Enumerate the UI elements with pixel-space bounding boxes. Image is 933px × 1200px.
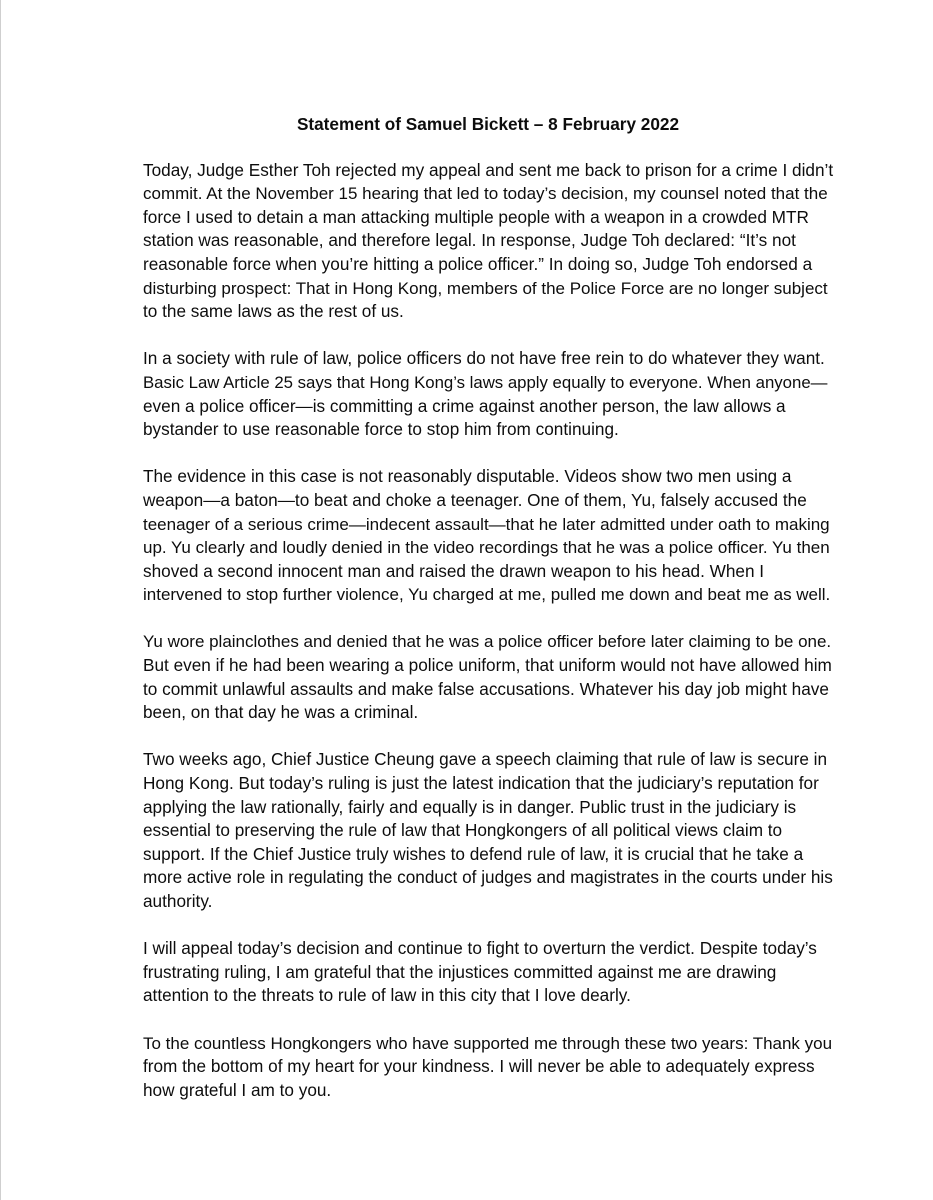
text-line: Two weeks ago, Chief Justice Cheung gave a speech claiming that rule of law is secure in [143,749,828,770]
text-line: teenager of a serious crime—indecent assault—that he later admitted under oath to making [143,514,830,534]
text-line: station was reasonable, and therefore legal. In response, Judge Toh declared: “It’s not [143,230,796,251]
text-line: to commit unlawful assaults and make false accusations. Whatever his day job might have [143,678,829,699]
text-line: Today, Judge Esther Toh rejected my appeal and sent me back to prison for a crime I didn’t [143,159,834,180]
text-line: commit. At the November 15 hearing that led to today’s decision, my counsel noted that the [143,184,828,204]
text-line: intervened to stop further violence, Yu charged at me, pulled me down and beat me as well. [143,585,831,605]
text-line: Basic Law Article 25 says that Hong Kong’s laws apply equally to everyone. When anyone— [143,372,828,392]
text-line: bystander to use reasonable force to stop him from continuing. [143,419,619,440]
text-line: force I used to detain a man attacking multiple people with a weapon in a crowded MTR [143,206,809,227]
text-line: how grateful I am to you. [143,1079,332,1100]
paragraph-7 [143,1032,833,1103]
text-line: But even if he had been wearing a police uniform, that uniform would not have allowed him [143,655,832,676]
text-line: I will appeal today’s decision and continue to fight to overturn the verdict. Despite today’s [143,938,817,959]
text-line: authority. [143,891,213,911]
text-line: attention to the threats to rule of law in this city that I love dearly. [143,985,631,1006]
paragraph-1 [143,159,833,324]
text-line: disturbing prospect: That in Hong Kong, members of the Police Force are no longer subject [143,278,828,298]
text-line: support. If the Chief Justice truly wishes to defend rule of law, it is crucial that he take a [143,843,804,864]
paragraph-3 [143,465,833,607]
text-line: Yu wore plainclothes and denied that he was a police officer before later claiming to be one. [143,632,832,652]
text-line: shoved a second innocent man and raised the drawn weapon to his head. When I [143,560,765,581]
text-line: to the same laws as the rest of us. [143,301,404,322]
text-line: In a society with rule of law, police officers do not have free rein to do whatever they want. [143,348,825,369]
text-line: even a police officer—is committing a crime against another person, the law allows a [143,395,786,416]
text-line: weapon—a baton—to beat and choke a teenager. One of them, Yu, falsely accused the [143,489,807,510]
text-line: up. Yu clearly and loudly denied in the video recordings that he was a police officer. Yu then [143,538,830,558]
text-line: To the countless Hongkongers who have supported me through these two years: Thank you [143,1033,833,1053]
text-line: Hong Kong. But today’s ruling is just the latest indication that the judiciary’s reputation for [143,773,819,794]
text-line: from the bottom of my heart for your kindness. I will never be able to adequately express [143,1056,815,1077]
paragraph-2 [143,347,833,441]
paragraph-4 [143,630,833,724]
document-title: Statement of Samuel Bickett – 8 February 2022 [296,114,680,134]
text-line: The evidence in this case is not reasonably disputable. Videos show two men using a [143,466,792,487]
text-line: been, on that day he was a criminal. [143,702,419,723]
text-line: applying the law rationally, fairly and equally is in danger. Public trust in the judiciary is [143,796,797,817]
text-line: reasonable force when you’re hitting a police officer.” In doing so, Judge Toh endorsed a [143,253,813,274]
text-line: more active role in regulating the conduct of judges and magistrates in the courts under his [143,867,833,888]
paragraph-5 [143,748,833,913]
paragraph-6 [143,937,833,1008]
text-line: frustrating ruling, I am grateful that the injustices committed against me are drawing [143,961,777,982]
text-line: essential to preserving the rule of law that Hongkongers of all political views claim to [143,820,783,841]
document-body [143,113,833,1126]
